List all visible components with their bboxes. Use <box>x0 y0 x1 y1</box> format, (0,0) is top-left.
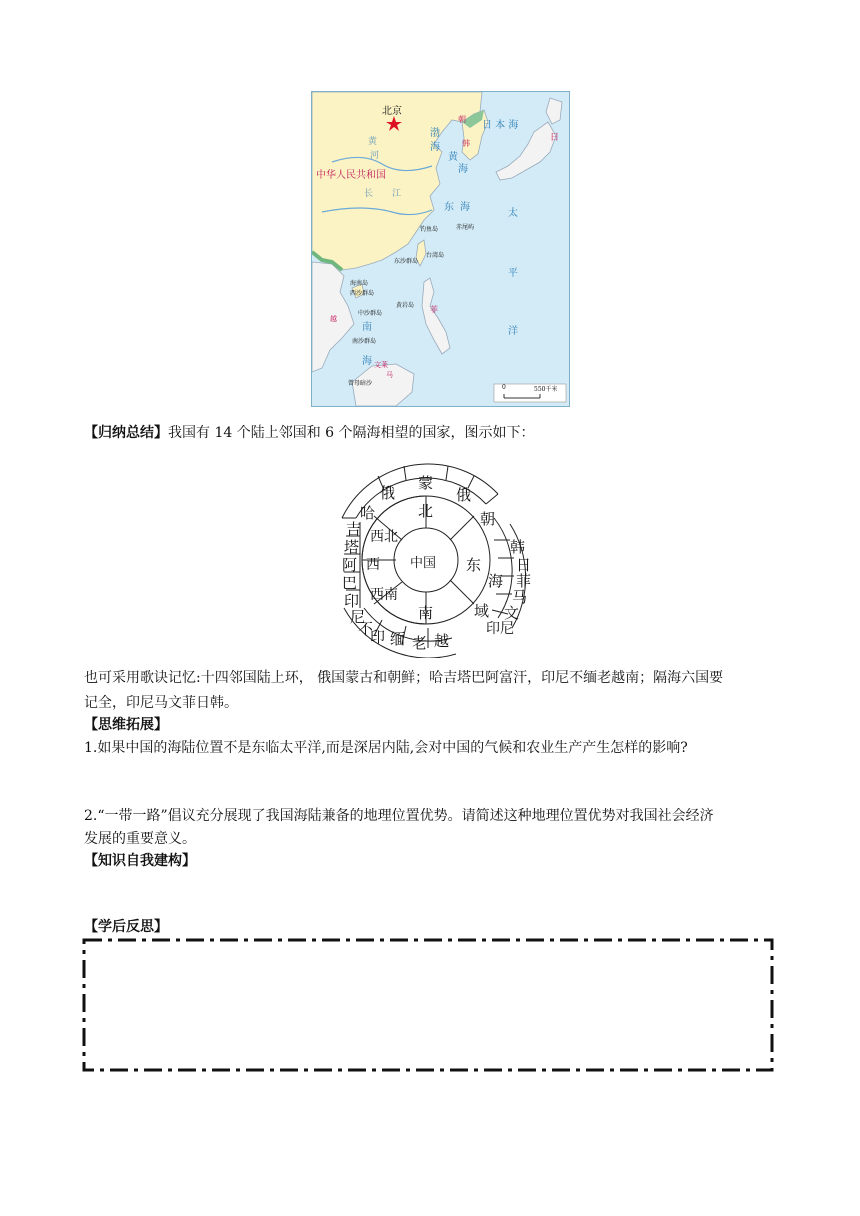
map-label-east-sea2: 海 <box>460 202 470 213</box>
map-label-yellow-sea: 黄 <box>448 152 458 163</box>
wheel-sea-2: 域 <box>474 602 490 620</box>
map-label-south-sea-1: 南 <box>362 322 372 333</box>
map-label-brunei: 文莱 <box>374 361 388 369</box>
wheel-outer-left-2: 吉 <box>346 520 362 538</box>
wheel-dir-west: 西 <box>366 557 380 573</box>
wheel-outer-east-1: 朝 <box>480 510 496 528</box>
map-label-xisha: 西沙群岛 <box>350 290 375 297</box>
wheel-outer-left-5: 巴 <box>342 574 358 592</box>
map-label-dongsha: 东沙群岛 <box>394 258 419 265</box>
neighbor-wheel-diagram <box>322 458 542 658</box>
map-label-beijing: 北京 <box>382 106 402 117</box>
map-label-huangyan: 黄岩岛 <box>396 302 415 309</box>
wheel-outer-top-1: 俄 <box>380 484 396 502</box>
wheel-sea-1: 海 <box>488 572 504 590</box>
wheel-outer-top-3: 俄 <box>456 486 472 504</box>
map-label-pacific-1: 太 <box>508 208 518 219</box>
thinking-question-1: 1.如果中国的海陆位置不是东临太平洋,而是深居内陆,会对中国的气候和农业生产产生怎样的影响? <box>84 740 688 756</box>
map-label-east-sea: 东 <box>444 202 454 213</box>
wheel-outer-left-8: 不 <box>358 620 374 638</box>
summary-label: 【归纳总结】 <box>84 425 168 441</box>
wheel-outer-left-1: 哈 <box>360 504 376 522</box>
map-label-chosen: 朝 <box>458 115 466 124</box>
wheel-outer-top-2: 蒙 <box>418 474 434 492</box>
map-graphic <box>312 92 569 406</box>
map-label-zhongsha: 中沙群岛 <box>358 310 383 317</box>
map-label-pacific-3: 洋 <box>508 326 518 337</box>
mnemonic-line-1: 也可采用歌诀记忆:十四邻国陆上环， 俄国蒙古和朝鲜；哈吉塔巴阿富汗，印尼不缅老越南；隔海六国要 <box>84 670 724 686</box>
thinking-question-2-line-1: 2.“一带一路”倡议充分展现了我国海陆兼备的地理位置优势。请简述这种地理位置优势对我国社会经济 <box>84 808 714 824</box>
map-label-japan: 日 <box>550 133 560 143</box>
reflection-box[interactable] <box>82 938 774 1072</box>
map-label-taiwan: 台湾岛 <box>426 252 445 259</box>
wheel-outer-bottom-2: 老 <box>412 634 428 652</box>
wheel-sea-ring-1: 韩 <box>510 538 526 556</box>
map-scale-label: 550千米 <box>534 386 558 393</box>
map-label-diaoyu: 钓鱼岛 <box>420 226 439 233</box>
knowledge-label: 【知识自我建构】 <box>84 853 196 869</box>
map-label-korea: 韩 <box>462 139 470 148</box>
wheel-sea-ring-2: 日 <box>516 556 532 574</box>
map-label-chiwei: 赤尾屿 <box>456 224 475 231</box>
wheel-center: 中国 <box>410 556 437 571</box>
map-scale-zero: 0 <box>502 384 506 391</box>
map-label-japan-sea: 日 本 海 <box>482 120 519 131</box>
summary-text: 我国有 14 个陆上邻国和 6 个隔海相望的国家，图示如下： <box>168 425 535 441</box>
wheel-dir-south: 南 <box>418 604 434 622</box>
wheel-outer-left-7: 尼 <box>350 608 366 626</box>
wheel-sea-ring-3: 菲 <box>516 572 532 590</box>
wheel-outer-bottom-1: 缅 <box>390 630 406 648</box>
map-label-vietnam: 越 <box>330 315 337 323</box>
map-label-philippines: 菲 <box>430 305 438 314</box>
wheel-outer-left-4: 阿 <box>342 556 358 574</box>
map-label-changjiang2: 江 <box>392 189 402 199</box>
reflection-label: 【学后反思】 <box>84 919 168 935</box>
wheel-sea-ring-6: 印尼 <box>486 621 514 637</box>
wheel-sea-ring-5: 文 <box>504 604 520 622</box>
map-label-huanghe2: 河 <box>370 151 380 161</box>
wheel-dir-east: 东 <box>466 556 482 574</box>
map-label-yellow-sea2: 海 <box>458 164 468 175</box>
map-label-malaysia: 马 <box>386 371 393 379</box>
east-asia-map <box>311 91 570 407</box>
reflection-box-border <box>82 938 774 1072</box>
map-label-pacific-2: 平 <box>508 268 518 279</box>
map-label-hainan: 海南岛 <box>350 280 369 287</box>
wheel-dir-southwest: 西南 <box>370 587 398 603</box>
map-label-prc: 中华人民共和国 <box>316 170 386 181</box>
mnemonic-line-2: 记全，印尼马文菲日韩。 <box>84 695 238 711</box>
wheel-dir-northwest: 西北 <box>370 529 398 545</box>
wheel-outer-left-3: 塔 <box>344 538 360 556</box>
map-label-south-sea-2: 海 <box>362 356 372 367</box>
thinking-label: 【思维拓展】 <box>84 717 168 733</box>
wheel-outer-left-6: 印 <box>344 592 360 610</box>
wheel-outer-bottom-3: 越 <box>434 632 450 650</box>
wheel-sea-ring-4: 马 <box>512 588 528 606</box>
summary-line <box>84 422 535 444</box>
thinking-question-2-line-2: 发展的重要意义。 <box>84 831 196 847</box>
map-label-bohai2: 海 <box>430 142 440 153</box>
wheel-outer-left-9: 印 <box>370 628 386 646</box>
map-label-zengmu: 曾母暗沙 <box>348 380 373 387</box>
map-label-changjiang: 长 <box>364 189 374 199</box>
wheel-dir-north: 北 <box>418 502 434 520</box>
map-label-nansha: 南沙群岛 <box>352 338 377 345</box>
map-label-bohai: 渤 <box>430 128 440 139</box>
map-label-huanghe: 黄 <box>368 137 378 147</box>
